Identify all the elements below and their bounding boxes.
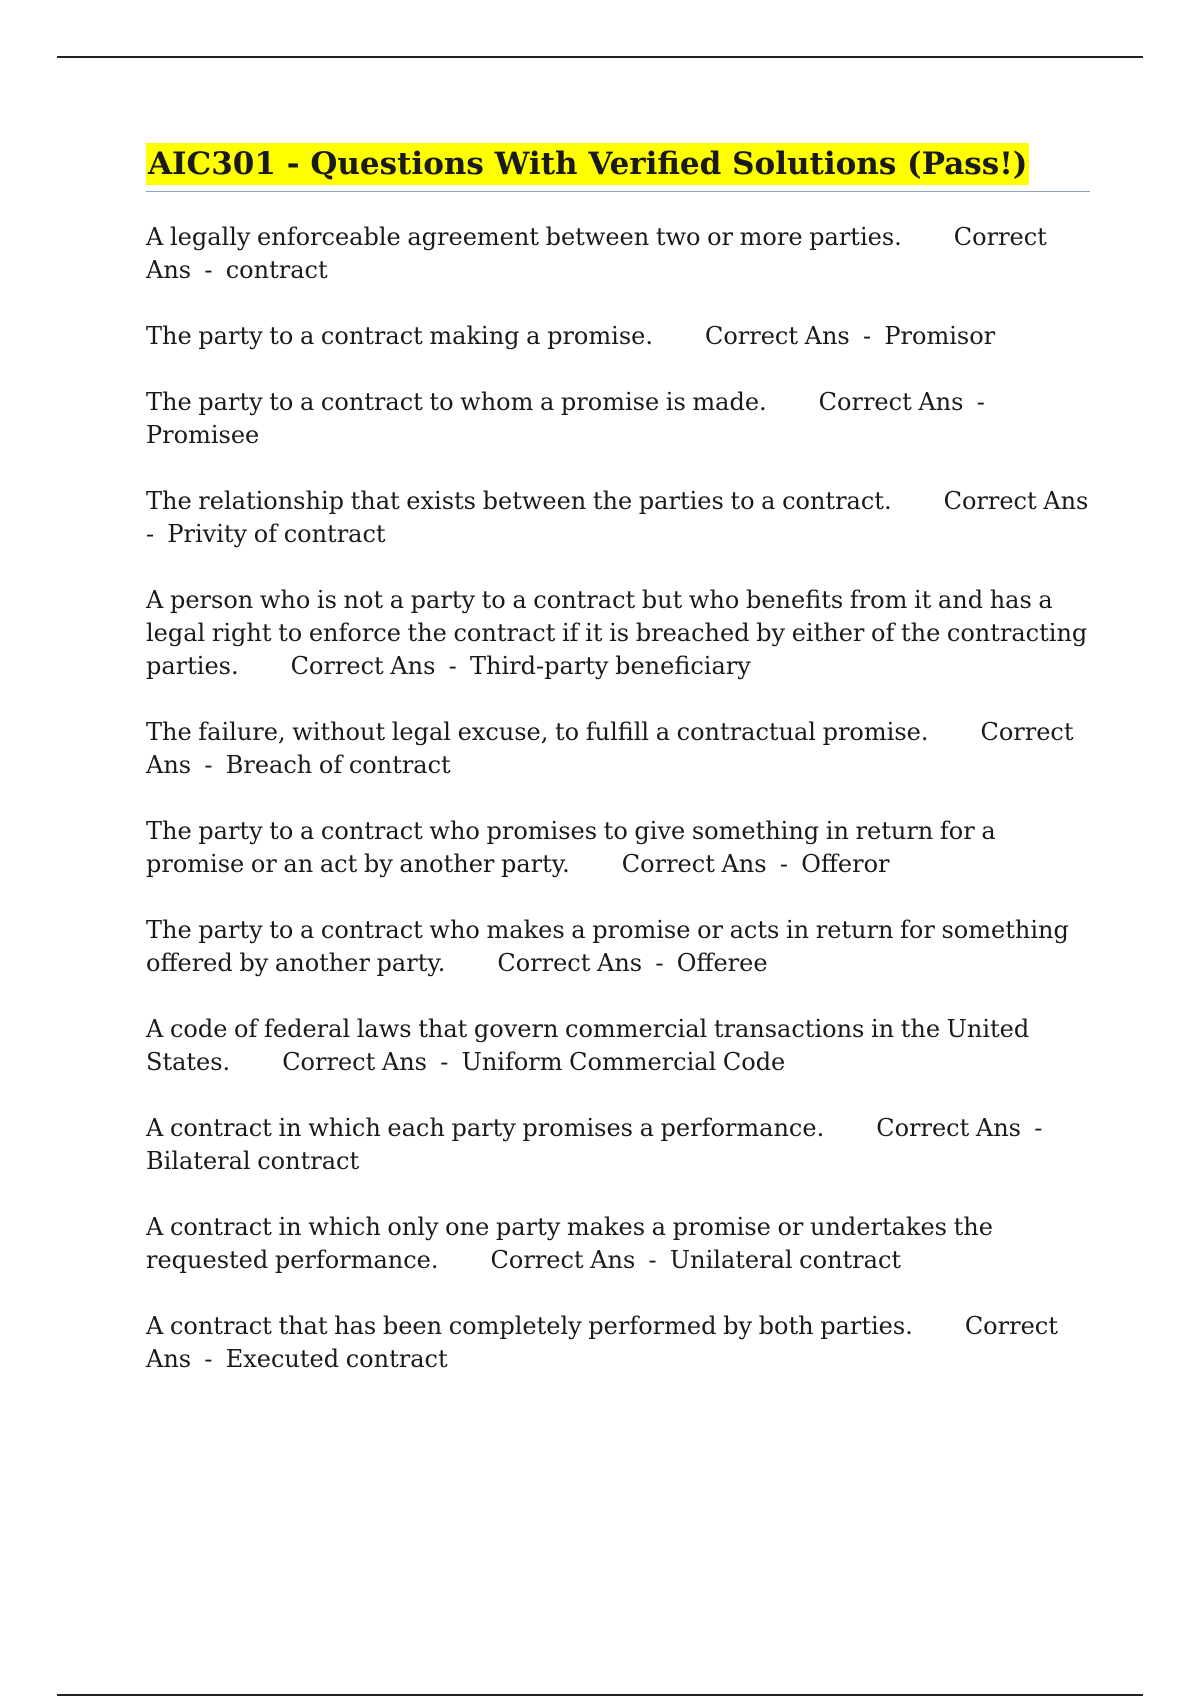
question-text: The party to a contract who promises to give something in return for a promise or an act by another party. xyxy=(146,817,1003,878)
top-page-rule xyxy=(57,56,1143,58)
qa-item xyxy=(146,320,1090,353)
answer-text: Unilateral contract xyxy=(669,1246,902,1274)
bottom-page-rule xyxy=(57,1694,1143,1696)
answer-text: Offeree xyxy=(676,949,768,977)
answer-label: Correct Ans - xyxy=(146,223,1054,284)
answer-text: Uniform Commercial Code xyxy=(461,1048,786,1076)
qa-list xyxy=(146,221,1102,1376)
title-block xyxy=(146,143,1090,192)
document-body xyxy=(146,143,1102,1409)
answer-label: Correct Ans - xyxy=(490,1246,670,1274)
qa-item xyxy=(146,1112,1090,1178)
question-text: A legally enforceable agreement between two or more parties. xyxy=(146,223,902,251)
answer-text: Bilateral contract xyxy=(146,1147,360,1175)
qa-item xyxy=(146,716,1090,782)
qa-item xyxy=(146,914,1090,980)
answer-text: Third-party beneficiary xyxy=(470,652,751,680)
question-text: The party to a contract who makes a promise or acts in return for something offered by another party. xyxy=(146,916,1076,977)
document-title: AIC301 - Questions With Verified Solutions (Pass!) xyxy=(146,143,1029,185)
question-text: A contract in which only one party makes a promise or undertakes the requested performance. xyxy=(146,1213,1000,1274)
qa-item xyxy=(146,1013,1090,1079)
question-text: The failure, without legal excuse, to fulfill a contractual promise. xyxy=(146,718,929,746)
answer-text: Promisor xyxy=(884,322,996,350)
answer-label: Correct Ans - xyxy=(818,388,999,416)
answer-label: Correct Ans - xyxy=(497,949,677,977)
answer-label: Correct Ans - xyxy=(146,487,1102,548)
answer-text: Executed contract xyxy=(225,1345,448,1373)
answer-label: Correct Ans - xyxy=(290,652,471,680)
answer-label: Correct Ans - xyxy=(282,1048,462,1076)
qa-item xyxy=(146,584,1094,683)
answer-text: Breach of contract xyxy=(225,751,451,779)
answer-label: Correct Ans - xyxy=(704,322,885,350)
qa-item xyxy=(146,1310,1090,1376)
question-text: The party to a contract to whom a promise is made. xyxy=(146,388,767,416)
question-text: A contract that has been completely performed by both parties. xyxy=(146,1312,913,1340)
answer-label: Correct Ans - xyxy=(146,1312,1065,1373)
qa-item xyxy=(146,1211,1090,1277)
answer-text: contract xyxy=(225,256,328,284)
qa-item xyxy=(146,221,1090,287)
answer-label: Correct Ans - xyxy=(621,850,802,878)
question-text: A code of federal laws that govern commercial transactions in the United States. xyxy=(146,1015,1036,1076)
qa-item xyxy=(146,815,1090,881)
question-text: The party to a contract making a promise. xyxy=(146,322,653,350)
qa-item xyxy=(146,386,1090,452)
question-text: A person who is not a party to a contract but who benefits from it and has a legal right to enforce the contract if it is breached by either of the contracting parties. xyxy=(146,586,1094,680)
question-text: A contract in which each party promises a performance. xyxy=(146,1114,825,1142)
qa-item xyxy=(146,485,1102,551)
answer-label: Correct Ans - xyxy=(876,1114,1056,1142)
answer-text: Offeror xyxy=(801,850,890,878)
answer-label: Correct Ans - xyxy=(146,718,1081,779)
question-text: The relationship that exists between the parties to a contract. xyxy=(146,487,892,515)
answer-text: Promisee xyxy=(146,421,260,449)
answer-text: Privity of contract xyxy=(167,520,386,548)
